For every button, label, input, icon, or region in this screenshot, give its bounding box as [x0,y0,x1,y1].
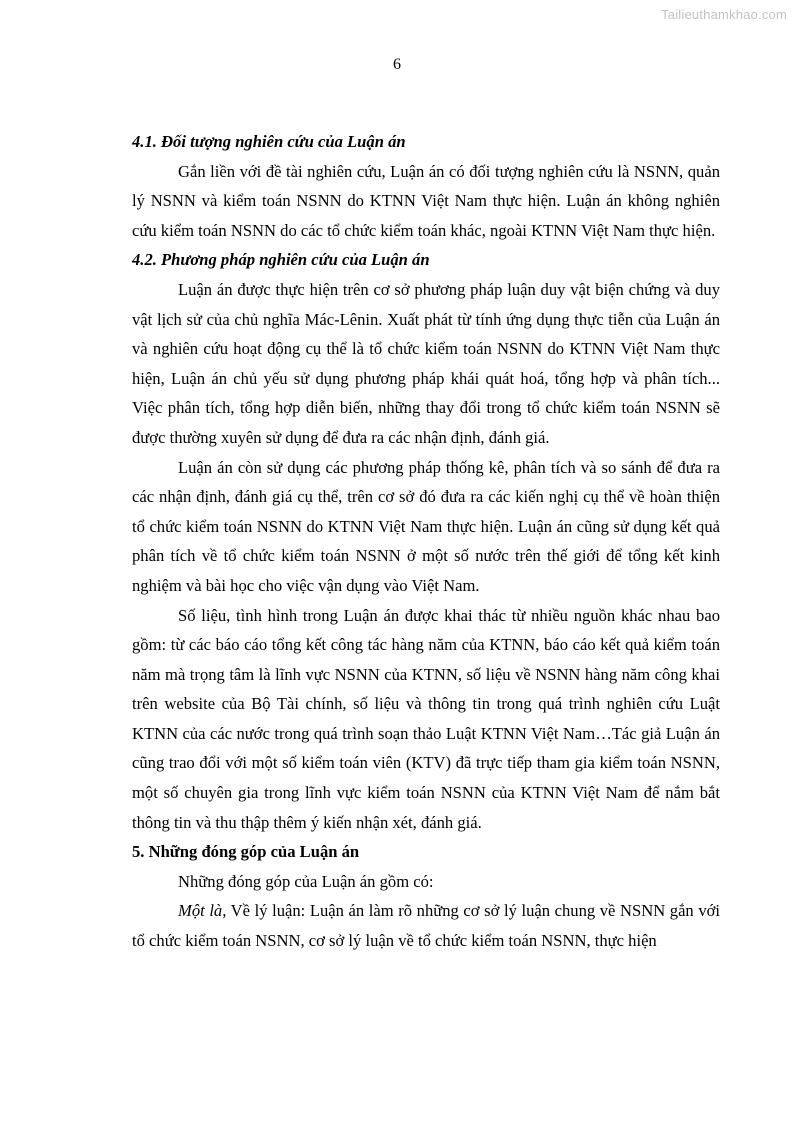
section-4-2-paragraph-2: Luận án còn sử dụng các phương pháp thống kê, phân tích và so sánh để đưa ra các nhận định, đánh giá cụ thể, trên cơ sở đó đưa ra các kiến nghị cụ thể về hoàn thiện tổ chức kiểm toán NSNN do KTNN Việt Nam thực hiện. Luận án cũng sử dụng kết quả phân tích về tổ chức kiểm toán NSNN ở một số nước trên thế giới để tổng kết kinh nghiệm và bài học cho việc vận dụng vào Việt Nam. [132,457,720,595]
section-5-paragraph-1: Những đóng góp của Luận án gồm có: [178,871,434,891]
section-5-paragraph-2 [132,896,720,955]
section-4-2-paragraph-3: Số liệu, tình hình trong Luận án được khai thác từ nhiều nguồn khác nhau bao gồm: từ các báo cáo tổng kết công tác hàng năm của KTNN, báo cáo kết quả kiểm toán năm mà trọng tâm là lĩnh vực NSNN của KTNN, số liệu về NSNN hàng năm công khai trên website của Bộ Tài chính, số liệu và thông tin trong quá trình nghiên cứu Luật KTNN của các nước trong quá trình soạn thảo Luật KTNN Việt Nam…Tác giả Luận án cũng trao đổi với một số kiểm toán viên (KTV) đã trực tiếp tham gia kiểm toán NSNN, một số chuyên gia trong lĩnh vực kiểm toán NSNN của KTNN Việt Nam để nắm bắt thông tin và thu thập thêm ý kiến nhận xét, đánh giá. [132,605,720,832]
section-5-heading: 5. Những đóng góp của Luận án [132,842,360,862]
page-number: 6 [393,56,401,73]
document-body [132,127,720,956]
section-4-2-paragraph-1: Luận án được thực hiện trên cơ sở phương pháp luận duy vật biện chứng và duy vật lịch sử của chủ nghĩa Mác-Lênin. Xuất phát từ tính ứng dụng thực tiễn của Luận án và nghiên cứu hoạt động cụ thể là tổ chức kiểm toán NSNN do KTNN Việt Nam thực hiện, Luận án chủ yếu sử dụng phương pháp khái quát hoá, tổng hợp và phân tích... Việc phân tích, tổng hợp diễn biến, những thay đổi trong tổ chức kiểm toán NSNN sẽ được thường xuyên sử dụng để đưa ra các nhận định, đánh giá. [132,279,720,447]
paragraph-text: Về lý luận: Luận án làm rõ những cơ sở lý luận chung về NSNN gắn với tổ chức kiểm toán NSNN, cơ sở lý luận về tổ chức kiểm toán NSNN, thực hiện [132,901,720,951]
section-4-1-heading: 4.1. Đối tượng nghiên cứu của Luận án [132,132,406,151]
section-4-2-heading: 4.2. Phương pháp nghiên cứu của Luận án [132,250,430,270]
section-4-1-paragraph-1: Gắn liền với đề tài nghiên cứu, Luận án có đối tượng nghiên cứu là NSNN, quản lý NSNN và kiểm toán NSNN do KTNN Việt Nam thực hiện. Luận án không nghiên cứu kiểm toán NSNN do các tổ chức kiểm toán khác, ngoài KTNN Việt Nam thực hiện. [132,161,720,240]
paragraph-lead-in: Một là, [178,901,227,921]
watermark: Tailieuthamkhao.com [661,7,787,22]
